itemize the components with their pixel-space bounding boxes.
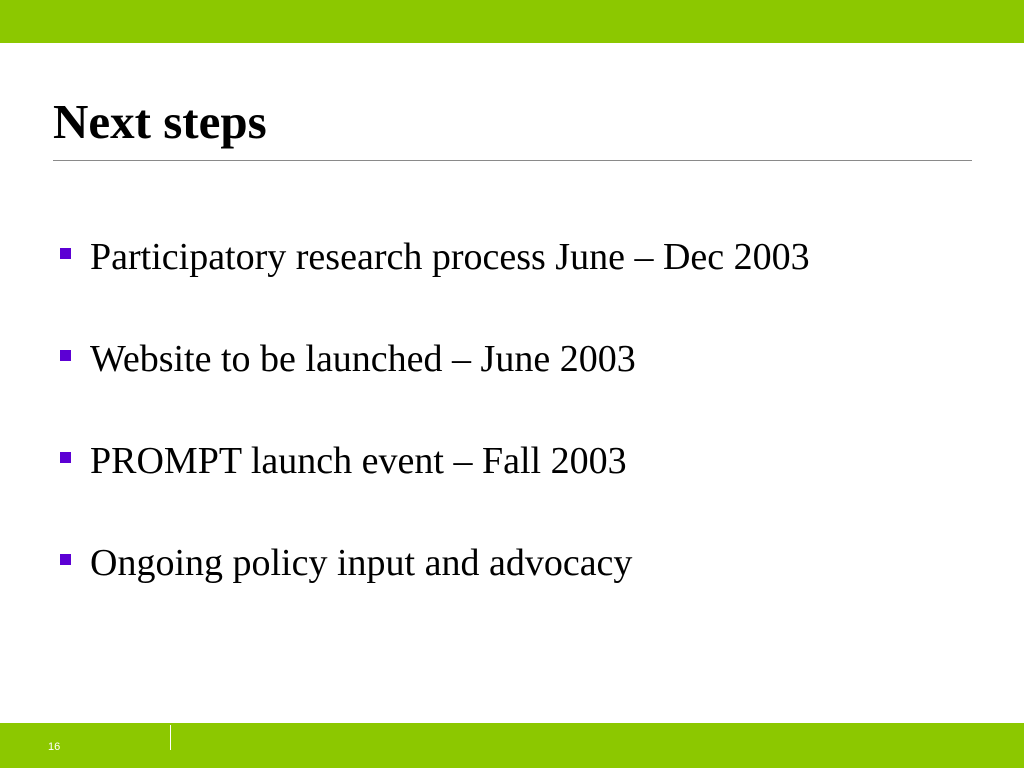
page-number: 16 xyxy=(48,741,61,753)
slide-title: Next steps xyxy=(53,94,267,149)
square-bullet-icon xyxy=(60,554,71,565)
bottom-accent-band xyxy=(0,723,1024,768)
bullet-text: PROMPT launch event – Fall 2003 xyxy=(90,440,627,482)
title-underline xyxy=(53,160,972,161)
bullet-item xyxy=(60,538,810,588)
bullet-text: Website to be launched – June 2003 xyxy=(90,338,636,380)
bullet-item xyxy=(60,334,810,384)
bullet-item xyxy=(60,232,810,282)
top-accent-band xyxy=(0,0,1024,43)
square-bullet-icon xyxy=(60,248,71,259)
bullet-list xyxy=(60,232,810,640)
bullet-text: Ongoing policy input and advocacy xyxy=(90,542,633,584)
square-bullet-icon xyxy=(60,452,71,463)
footer-divider xyxy=(170,725,171,750)
square-bullet-icon xyxy=(60,350,71,361)
bullet-text: Participatory research process June – Dec 2003 xyxy=(90,236,810,278)
bullet-item xyxy=(60,436,810,486)
